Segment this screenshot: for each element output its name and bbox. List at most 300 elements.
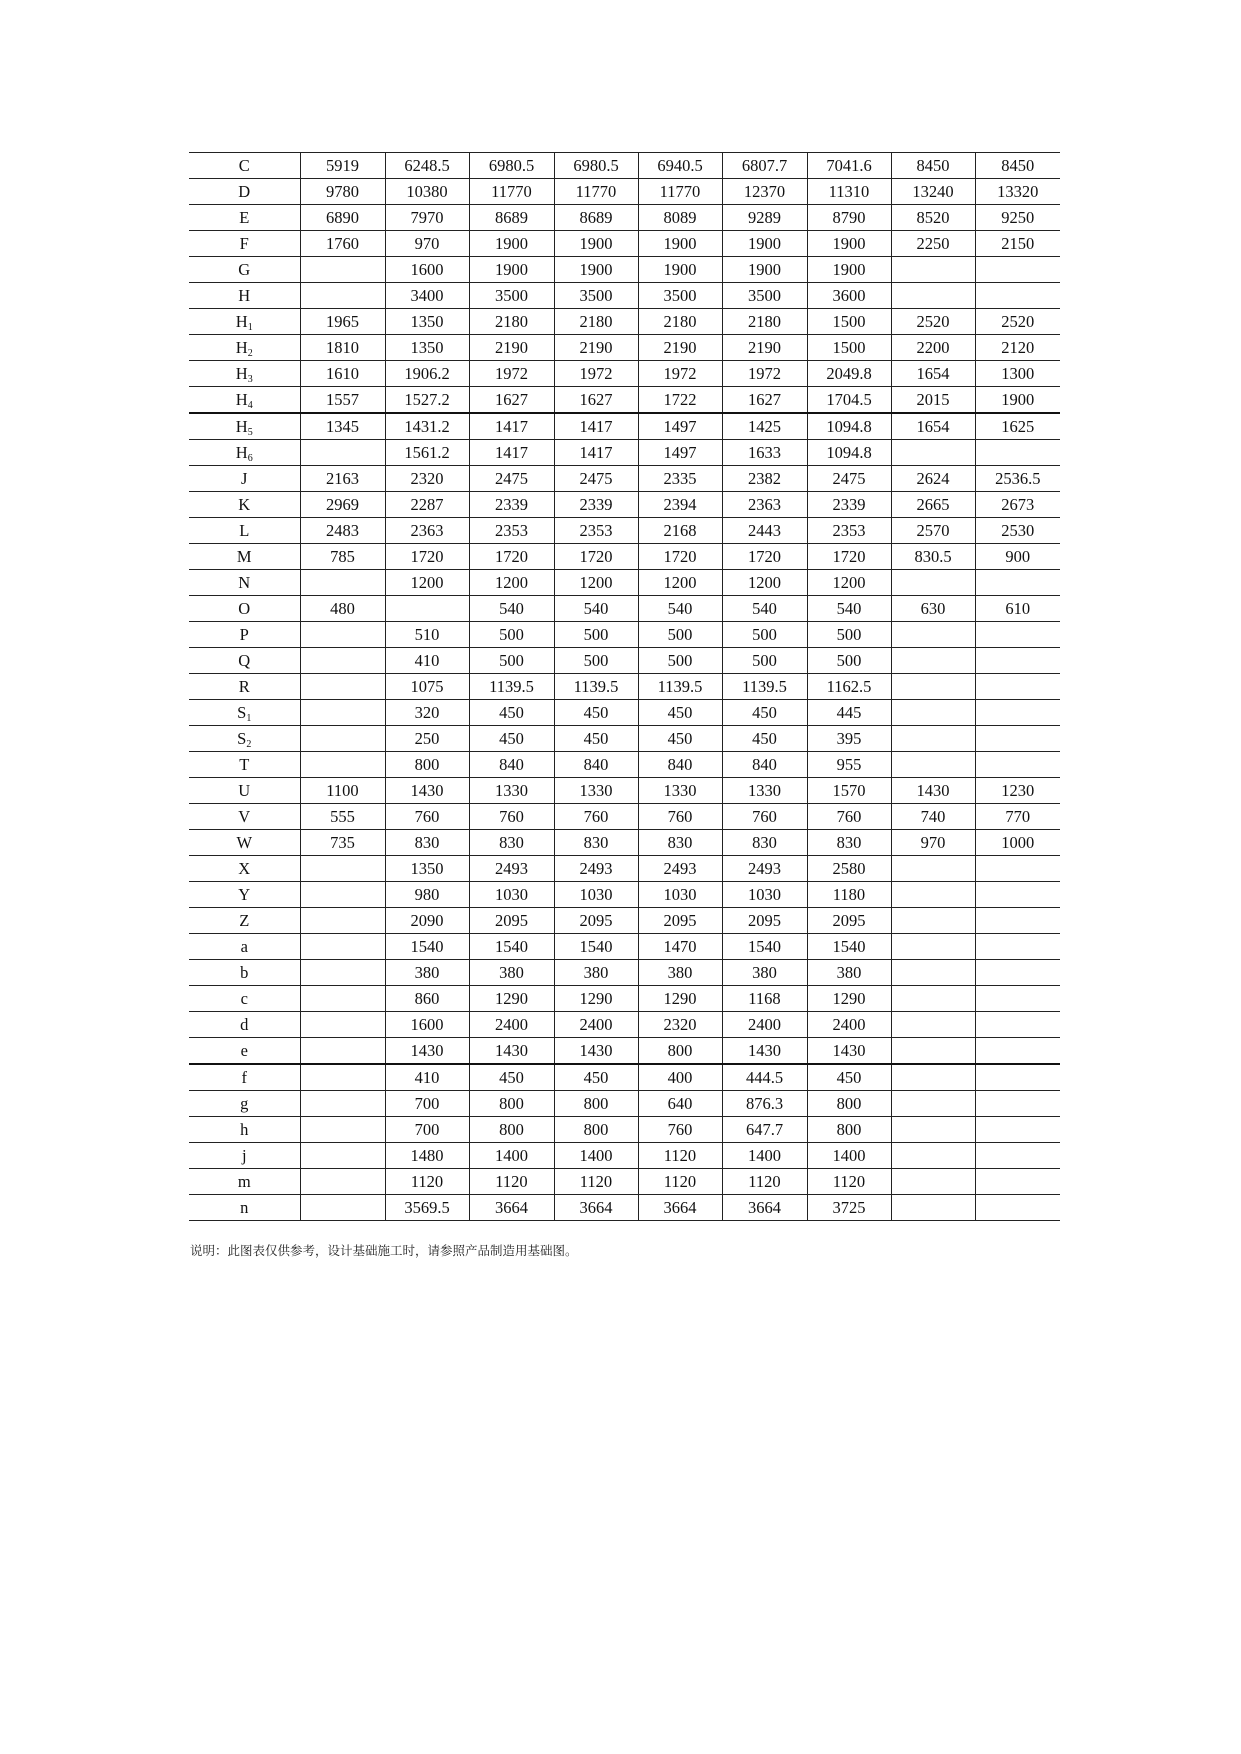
row-label (189, 1064, 300, 1091)
table-cell: 2335 (638, 466, 722, 492)
table-cell: 2673 (975, 492, 1060, 518)
table-row (189, 1143, 1060, 1169)
table-cell: 2180 (638, 309, 722, 335)
table-cell: 1350 (385, 335, 469, 361)
table-cell: 2015 (891, 387, 975, 414)
table-cell (300, 700, 385, 726)
table-cell: 1290 (554, 986, 638, 1012)
table-cell: 760 (554, 804, 638, 830)
table-cell: 1654 (891, 361, 975, 387)
table-cell: 3500 (638, 283, 722, 309)
table-cell: 1704.5 (807, 387, 891, 414)
row-label (189, 778, 300, 804)
table-cell: 380 (638, 960, 722, 986)
table-row (189, 231, 1060, 257)
row-label (189, 804, 300, 830)
table-cell: 11310 (807, 179, 891, 205)
table-cell: 1760 (300, 231, 385, 257)
table-cell: 3500 (722, 283, 807, 309)
table-cell: 1720 (469, 544, 554, 570)
table-cell: 1425 (722, 413, 807, 440)
table-cell: 2095 (469, 908, 554, 934)
row-label (189, 361, 300, 387)
table-cell: 380 (385, 960, 469, 986)
table-cell (891, 986, 975, 1012)
table-row (189, 179, 1060, 205)
table-cell: 500 (469, 648, 554, 674)
table-row (189, 1064, 1060, 1091)
table-cell: 1030 (638, 882, 722, 908)
row-label-text: N (238, 572, 251, 592)
table-cell: 1400 (469, 1143, 554, 1169)
table-cell: 3664 (638, 1195, 722, 1221)
table-cell: 400 (638, 1064, 722, 1091)
table-row (189, 387, 1060, 414)
table-cell: 1330 (554, 778, 638, 804)
table-cell: 1230 (975, 778, 1060, 804)
table-cell: 1900 (469, 231, 554, 257)
table-cell: 11770 (638, 179, 722, 205)
table-cell: 830 (469, 830, 554, 856)
table-cell: 3664 (469, 1195, 554, 1221)
row-label-text: K (238, 494, 251, 514)
table-cell: 2665 (891, 492, 975, 518)
table-cell: 500 (722, 622, 807, 648)
table-cell: 2400 (554, 1012, 638, 1038)
table-cell: 6807.7 (722, 153, 807, 179)
row-label-text: U (238, 780, 251, 800)
table-cell: 800 (554, 1091, 638, 1117)
row-label-text: Z (239, 910, 250, 930)
table-row (189, 153, 1060, 179)
table-cell (891, 1169, 975, 1195)
table-cell: 6980.5 (554, 153, 638, 179)
row-label-text: c (240, 988, 248, 1008)
row-label (189, 1143, 300, 1169)
row-label (189, 570, 300, 596)
table-row (189, 1169, 1060, 1195)
table-cell: 1654 (891, 413, 975, 440)
table-cell: 450 (554, 726, 638, 752)
row-label-subscript: 4 (247, 399, 253, 411)
table-cell: 2493 (469, 856, 554, 882)
table-cell (300, 856, 385, 882)
row-label (189, 986, 300, 1012)
table-cell: 1570 (807, 778, 891, 804)
table-cell: 1120 (469, 1169, 554, 1195)
table-cell: 1417 (554, 413, 638, 440)
row-label-text: e (240, 1040, 248, 1060)
table-cell: 830.5 (891, 544, 975, 570)
table-cell: 1625 (975, 413, 1060, 440)
table-cell: 1633 (722, 440, 807, 466)
table-cell: 500 (638, 622, 722, 648)
table-cell: 2163 (300, 466, 385, 492)
table-cell: 1497 (638, 440, 722, 466)
table-cell: 876.3 (722, 1091, 807, 1117)
table-row (189, 778, 1060, 804)
table-cell: 1561.2 (385, 440, 469, 466)
row-label (189, 726, 300, 752)
table-cell: 8450 (891, 153, 975, 179)
table-cell (891, 908, 975, 934)
table-cell: 1720 (554, 544, 638, 570)
table-cell (891, 882, 975, 908)
table-cell: 1900 (975, 387, 1060, 414)
table-cell (975, 570, 1060, 596)
table-cell: 1906.2 (385, 361, 469, 387)
table-cell (300, 1091, 385, 1117)
table-cell: 970 (385, 231, 469, 257)
table-cell: 740 (891, 804, 975, 830)
table-row (189, 1117, 1060, 1143)
table-cell: 2339 (554, 492, 638, 518)
table-cell (891, 257, 975, 283)
table-cell: 1417 (469, 413, 554, 440)
table-cell: 1030 (469, 882, 554, 908)
table-cell: 1900 (554, 257, 638, 283)
table-cell: 2095 (722, 908, 807, 934)
table-row (189, 596, 1060, 622)
table-cell: 500 (807, 622, 891, 648)
table-cell: 3569.5 (385, 1195, 469, 1221)
table-cell: 700 (385, 1091, 469, 1117)
table-cell: 2475 (807, 466, 891, 492)
table-cell (891, 674, 975, 700)
row-label (189, 283, 300, 309)
table-cell: 7970 (385, 205, 469, 231)
table-cell: 540 (722, 596, 807, 622)
table-cell: 1162.5 (807, 674, 891, 700)
table-cell: 9780 (300, 179, 385, 205)
table-cell: 8089 (638, 205, 722, 231)
table-cell: 450 (554, 700, 638, 726)
table-cell: 760 (638, 804, 722, 830)
table-cell: 2250 (891, 231, 975, 257)
table-cell: 500 (722, 648, 807, 674)
table-cell: 1200 (807, 570, 891, 596)
table-cell: 1900 (469, 257, 554, 283)
table-cell: 1430 (722, 1038, 807, 1065)
row-label-text: b (240, 962, 249, 982)
table-cell: 1180 (807, 882, 891, 908)
table-cell: 840 (638, 752, 722, 778)
table-cell: 3600 (807, 283, 891, 309)
table-cell (300, 960, 385, 986)
table-row (189, 804, 1060, 830)
table-cell (300, 1143, 385, 1169)
row-label-text: H (238, 285, 251, 305)
table-cell: 450 (638, 700, 722, 726)
table-cell: 13240 (891, 179, 975, 205)
table-cell: 1972 (722, 361, 807, 387)
table-cell (300, 257, 385, 283)
table-cell: 2363 (722, 492, 807, 518)
table-cell: 1120 (807, 1169, 891, 1195)
table-row (189, 752, 1060, 778)
table-cell: 1500 (807, 309, 891, 335)
table-cell (975, 934, 1060, 960)
table-cell: 1000 (975, 830, 1060, 856)
table-cell: 1972 (554, 361, 638, 387)
table-cell: 500 (554, 622, 638, 648)
table-cell (975, 257, 1060, 283)
dimension-table-body (189, 153, 1060, 1221)
table-cell (300, 1169, 385, 1195)
table-cell: 2520 (975, 309, 1060, 335)
row-label (189, 257, 300, 283)
row-label-text: D (238, 181, 251, 201)
table-cell: 1900 (638, 257, 722, 283)
table-cell: 2180 (469, 309, 554, 335)
row-label-text: H (235, 363, 248, 383)
table-cell: 2190 (554, 335, 638, 361)
table-row (189, 648, 1060, 674)
table-cell: 450 (469, 1064, 554, 1091)
table-cell: 1350 (385, 856, 469, 882)
row-label-text: Q (238, 650, 251, 670)
table-cell: 760 (385, 804, 469, 830)
table-cell: 840 (554, 752, 638, 778)
row-label (189, 387, 300, 414)
table-cell: 2382 (722, 466, 807, 492)
table-cell (975, 856, 1060, 882)
table-cell: 2530 (975, 518, 1060, 544)
row-label-text: f (241, 1067, 247, 1087)
table-cell: 480 (300, 596, 385, 622)
row-label-text: S (237, 702, 247, 722)
table-cell: 770 (975, 804, 1060, 830)
table-cell: 2624 (891, 466, 975, 492)
row-label (189, 1117, 300, 1143)
table-cell: 1075 (385, 674, 469, 700)
table-cell: 1431.2 (385, 413, 469, 440)
row-label-subscript: 6 (247, 452, 253, 464)
table-cell: 1345 (300, 413, 385, 440)
table-cell: 1120 (554, 1169, 638, 1195)
table-cell (891, 726, 975, 752)
table-cell: 2400 (469, 1012, 554, 1038)
table-row (189, 492, 1060, 518)
table-cell: 555 (300, 804, 385, 830)
table-cell: 760 (638, 1117, 722, 1143)
table-cell: 450 (722, 726, 807, 752)
table-cell (975, 1012, 1060, 1038)
table-cell (300, 1038, 385, 1065)
table-cell: 9250 (975, 205, 1060, 231)
table-cell: 1120 (385, 1169, 469, 1195)
table-cell: 2353 (807, 518, 891, 544)
table-cell: 2339 (469, 492, 554, 518)
table-cell: 840 (469, 752, 554, 778)
row-label-text: g (240, 1093, 249, 1113)
table-cell: 1900 (638, 231, 722, 257)
row-label-text: V (238, 806, 251, 826)
table-cell: 1200 (638, 570, 722, 596)
table-cell: 830 (638, 830, 722, 856)
table-cell: 860 (385, 986, 469, 1012)
table-cell: 9289 (722, 205, 807, 231)
table-cell: 2320 (638, 1012, 722, 1038)
table-cell: 10380 (385, 179, 469, 205)
row-label-text: L (239, 520, 250, 540)
row-label-text: M (236, 546, 252, 566)
table-cell: 2520 (891, 309, 975, 335)
table-cell (891, 856, 975, 882)
row-label-subscript: 1 (247, 321, 253, 333)
table-cell: 1900 (722, 231, 807, 257)
table-cell: 2120 (975, 335, 1060, 361)
table-row (189, 934, 1060, 960)
table-cell: 2190 (638, 335, 722, 361)
table-cell: 1430 (469, 1038, 554, 1065)
table-cell (975, 882, 1060, 908)
table-cell: 6940.5 (638, 153, 722, 179)
row-label-text: S (237, 728, 247, 748)
row-label-text: F (239, 233, 249, 253)
table-cell (300, 1064, 385, 1091)
table-cell: 1900 (807, 231, 891, 257)
table-row (189, 830, 1060, 856)
table-cell (975, 1143, 1060, 1169)
table-cell: 3664 (554, 1195, 638, 1221)
table-cell: 1720 (722, 544, 807, 570)
table-row (189, 1091, 1060, 1117)
table-cell (891, 570, 975, 596)
row-label (189, 674, 300, 700)
table-cell: 1600 (385, 1012, 469, 1038)
table-cell: 450 (807, 1064, 891, 1091)
row-label-text: E (239, 207, 250, 227)
table-cell: 955 (807, 752, 891, 778)
table-row (189, 309, 1060, 335)
table-cell: 8520 (891, 205, 975, 231)
row-label (189, 960, 300, 986)
table-cell: 1417 (469, 440, 554, 466)
row-label-text: d (240, 1014, 249, 1034)
table-cell: 1480 (385, 1143, 469, 1169)
table-cell: 450 (722, 700, 807, 726)
row-label (189, 622, 300, 648)
table-cell (891, 648, 975, 674)
table-row (189, 856, 1060, 882)
row-label (189, 413, 300, 440)
table-cell: 800 (807, 1117, 891, 1143)
table-cell (300, 752, 385, 778)
table-cell: 1330 (638, 778, 722, 804)
table-cell: 450 (469, 700, 554, 726)
table-cell: 1557 (300, 387, 385, 414)
table-row (189, 674, 1060, 700)
table-cell (891, 960, 975, 986)
table-cell: 13320 (975, 179, 1060, 205)
table-cell: 1168 (722, 986, 807, 1012)
row-label-text: Y (238, 884, 251, 904)
table-cell (975, 1038, 1060, 1065)
table-cell (975, 440, 1060, 466)
row-label (189, 648, 300, 674)
table-cell (975, 1091, 1060, 1117)
table-cell: 980 (385, 882, 469, 908)
table-cell (300, 934, 385, 960)
row-label (189, 544, 300, 570)
row-label (189, 205, 300, 231)
table-cell: 1900 (722, 257, 807, 283)
table-cell: 2353 (469, 518, 554, 544)
table-cell (300, 622, 385, 648)
table-cell: 2339 (807, 492, 891, 518)
table-cell: 1627 (469, 387, 554, 414)
table-cell: 900 (975, 544, 1060, 570)
table-cell: 6890 (300, 205, 385, 231)
table-cell (891, 1195, 975, 1221)
table-cell: 540 (469, 596, 554, 622)
table-cell: 2536.5 (975, 466, 1060, 492)
table-cell: 1139.5 (469, 674, 554, 700)
table-cell: 2090 (385, 908, 469, 934)
table-cell: 3725 (807, 1195, 891, 1221)
table-cell: 540 (638, 596, 722, 622)
table-cell: 2190 (469, 335, 554, 361)
table-cell (975, 752, 1060, 778)
row-label (189, 934, 300, 960)
table-cell: 800 (638, 1038, 722, 1065)
table-cell: 2969 (300, 492, 385, 518)
table-cell: 2493 (554, 856, 638, 882)
table-cell: 540 (554, 596, 638, 622)
table-cell (385, 596, 469, 622)
table-cell: 1094.8 (807, 413, 891, 440)
row-label-text: H (235, 311, 248, 331)
table-row (189, 205, 1060, 231)
table-cell (300, 726, 385, 752)
row-label (189, 309, 300, 335)
table-cell: 6248.5 (385, 153, 469, 179)
table-cell: 395 (807, 726, 891, 752)
table-cell: 500 (638, 648, 722, 674)
table-cell (891, 1143, 975, 1169)
table-cell: 735 (300, 830, 385, 856)
table-cell (975, 674, 1060, 700)
table-cell: 1540 (722, 934, 807, 960)
table-cell: 2493 (722, 856, 807, 882)
table-cell: 1094.8 (807, 440, 891, 466)
footnote: 说明：此图表仅供参考，设计基础施工时，请参照产品制造用基础图。 (190, 1243, 578, 1258)
table-cell: 450 (638, 726, 722, 752)
table-cell: 1430 (385, 778, 469, 804)
table-cell: 500 (469, 622, 554, 648)
table-cell: 2320 (385, 466, 469, 492)
table-cell: 12370 (722, 179, 807, 205)
table-cell (891, 622, 975, 648)
table-cell: 8790 (807, 205, 891, 231)
table-row (189, 283, 1060, 309)
table-cell: 1540 (807, 934, 891, 960)
row-label-text: H (235, 442, 248, 462)
table-cell: 1430 (385, 1038, 469, 1065)
table-cell: 510 (385, 622, 469, 648)
table-row (189, 335, 1060, 361)
table-cell: 2287 (385, 492, 469, 518)
dimension-table (189, 152, 1060, 1221)
table-cell: 500 (554, 648, 638, 674)
table-cell: 1720 (638, 544, 722, 570)
table-cell: 1139.5 (554, 674, 638, 700)
table-cell: 1540 (469, 934, 554, 960)
table-cell: 1430 (891, 778, 975, 804)
table-cell: 840 (722, 752, 807, 778)
row-label (189, 752, 300, 778)
